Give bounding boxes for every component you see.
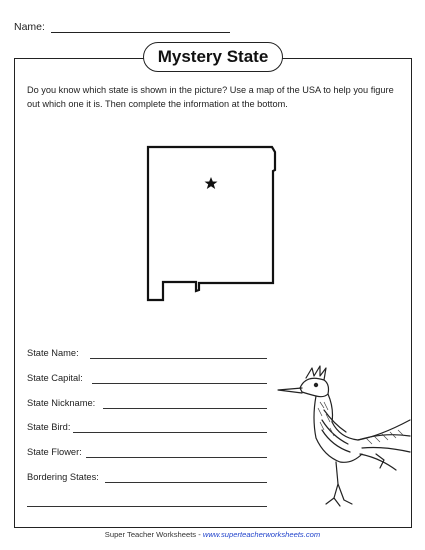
star-icon xyxy=(205,177,218,189)
worksheet-title: Mystery State xyxy=(143,42,283,72)
field-state-capital-label: State Capital: xyxy=(27,373,83,383)
field-state-nickname-line[interactable] xyxy=(103,408,267,409)
field-bordering-states-line[interactable] xyxy=(105,482,267,483)
field-bordering-states-line-2[interactable] xyxy=(27,506,267,507)
state-outline xyxy=(148,147,275,300)
name-line[interactable] xyxy=(51,32,230,33)
field-state-name-label: State Name: xyxy=(27,348,79,358)
footer-url[interactable]: www.superteacherworksheets.com xyxy=(202,530,321,539)
field-state-name-line[interactable] xyxy=(90,358,267,359)
state-outline-icon xyxy=(144,145,280,305)
roadrunner-illustration xyxy=(276,358,412,518)
footer xyxy=(0,530,425,539)
field-state-flower-label: State Flower: xyxy=(27,447,82,457)
instructions-text: Do you know which state is shown in the picture? Use a map of the USA to help you figure out which one it is. Then complete the information at the bottom. xyxy=(27,85,394,109)
field-bordering-states-label: Bordering States: xyxy=(27,472,99,482)
field-state-capital-line[interactable] xyxy=(92,383,267,384)
name-label: Name: xyxy=(14,21,45,33)
field-state-nickname-label: State Nickname: xyxy=(27,398,96,408)
field-state-bird-line[interactable] xyxy=(73,432,267,433)
field-state-flower-line[interactable] xyxy=(86,457,267,458)
field-state-bird-label: State Bird: xyxy=(27,422,71,432)
footer-separator: - xyxy=(196,530,203,539)
footer-brand: Super Teacher Worksheets xyxy=(104,530,197,539)
